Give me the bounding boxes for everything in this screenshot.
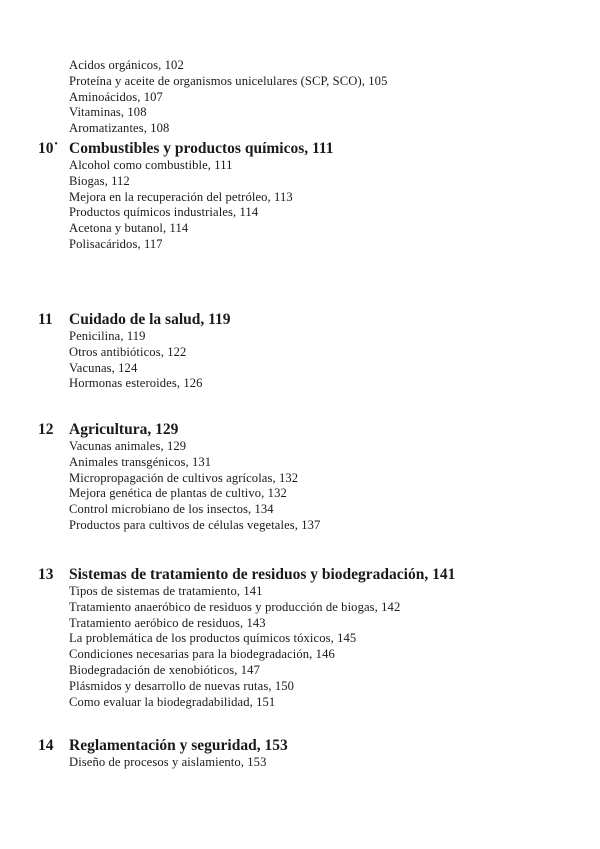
chapter-number: 12	[38, 421, 54, 438]
toc-entry: Proteína y aceite de organismos unicelulares (SCP, SCO), 105	[69, 73, 388, 88]
chapter-13	[0, 565, 600, 710]
toc-entry: Tratamiento aeróbico de residuos, 143	[69, 615, 266, 630]
chapter-heading	[0, 310, 600, 329]
chapter-number: 11	[38, 311, 53, 328]
toc-entry: Productos para cultivos de células vegetales, 137	[69, 517, 321, 532]
toc-entry: Vacunas animales, 129	[69, 439, 187, 453]
toc-entry: Tipos de sistemas de tratamiento, 141	[69, 584, 263, 598]
chapter-12	[0, 420, 600, 534]
toc-entry: Mejora genética de plantas de cultivo, 132	[69, 486, 287, 501]
toc-entry: Acidos orgánicos, 102	[69, 58, 184, 72]
chapter-14	[0, 736, 600, 771]
toc-entry: Tratamiento anaeróbico de residuos y producción de biogas, 142	[69, 599, 401, 614]
toc-entry: Plásmidos y desarrollo de nuevas rutas, 150	[69, 678, 295, 693]
toc-entry: Alcohol como combustible, 111	[69, 158, 233, 172]
toc-entry: Animales transgénicos, 131	[69, 454, 212, 469]
toc-entry: Aminoácidos, 107	[69, 89, 163, 104]
toc-entry: Biodegradación de xenobióticos, 147	[69, 662, 260, 677]
toc-entry: Polisacáridos, 117	[69, 236, 163, 251]
toc-entry: Biogas, 112	[69, 173, 130, 188]
toc-entry: Vitaminas, 108	[69, 105, 147, 120]
chapter-11	[0, 310, 600, 392]
chapter-title: Cuidado de la salud, 119	[69, 311, 231, 328]
continued-section	[0, 58, 600, 137]
toc-entry: Productos químicos industriales, 114	[69, 205, 259, 220]
chapter-title: Sistemas de tratamiento de residuos y biodegradación, 141	[69, 566, 456, 583]
chapter-heading	[0, 565, 600, 584]
toc-entry: Otros antibióticos, 122	[69, 344, 187, 359]
chapter-title: Reglamentación y seguridad, 153	[69, 737, 288, 754]
toc-entry: Vacunas, 124	[69, 360, 138, 375]
toc-entry: La problemática de los productos químicos tóxicos, 145	[69, 631, 357, 646]
chapter-number: 14	[38, 737, 54, 754]
chapter-title: Agricultura, 129	[69, 421, 179, 438]
toc-entry: Como evaluar la biodegradabilidad, 151	[69, 694, 276, 709]
chapter-10	[0, 139, 600, 253]
chapter-heading	[0, 139, 600, 158]
toc-entry: Diseño de procesos y aislamiento, 153	[69, 755, 267, 769]
toc-entry: Condiciones necesarias para la biodegradación, 146	[69, 647, 335, 662]
toc-entry: Penicilina, 119	[69, 329, 146, 343]
toc-entry: Micropropagación de cultivos agrícolas, 132	[69, 470, 299, 485]
chapter-heading	[0, 736, 600, 755]
toc-entry: Hormonas esteroides, 126	[69, 376, 203, 391]
chapter-title: Combustibles y productos químicos, 111	[69, 140, 334, 157]
toc-entry: Control microbiano de los insectos, 134	[69, 502, 274, 517]
toc-entry: Acetona y butanol, 114	[69, 221, 189, 236]
toc-entry: Mejora en la recuperación del petróleo, 113	[69, 189, 293, 204]
chapter-number: 13	[38, 566, 54, 583]
toc-entry: Aromatizantes, 108	[69, 121, 170, 136]
chapter-heading	[0, 420, 600, 439]
chapter-number: 10˙	[38, 140, 59, 157]
